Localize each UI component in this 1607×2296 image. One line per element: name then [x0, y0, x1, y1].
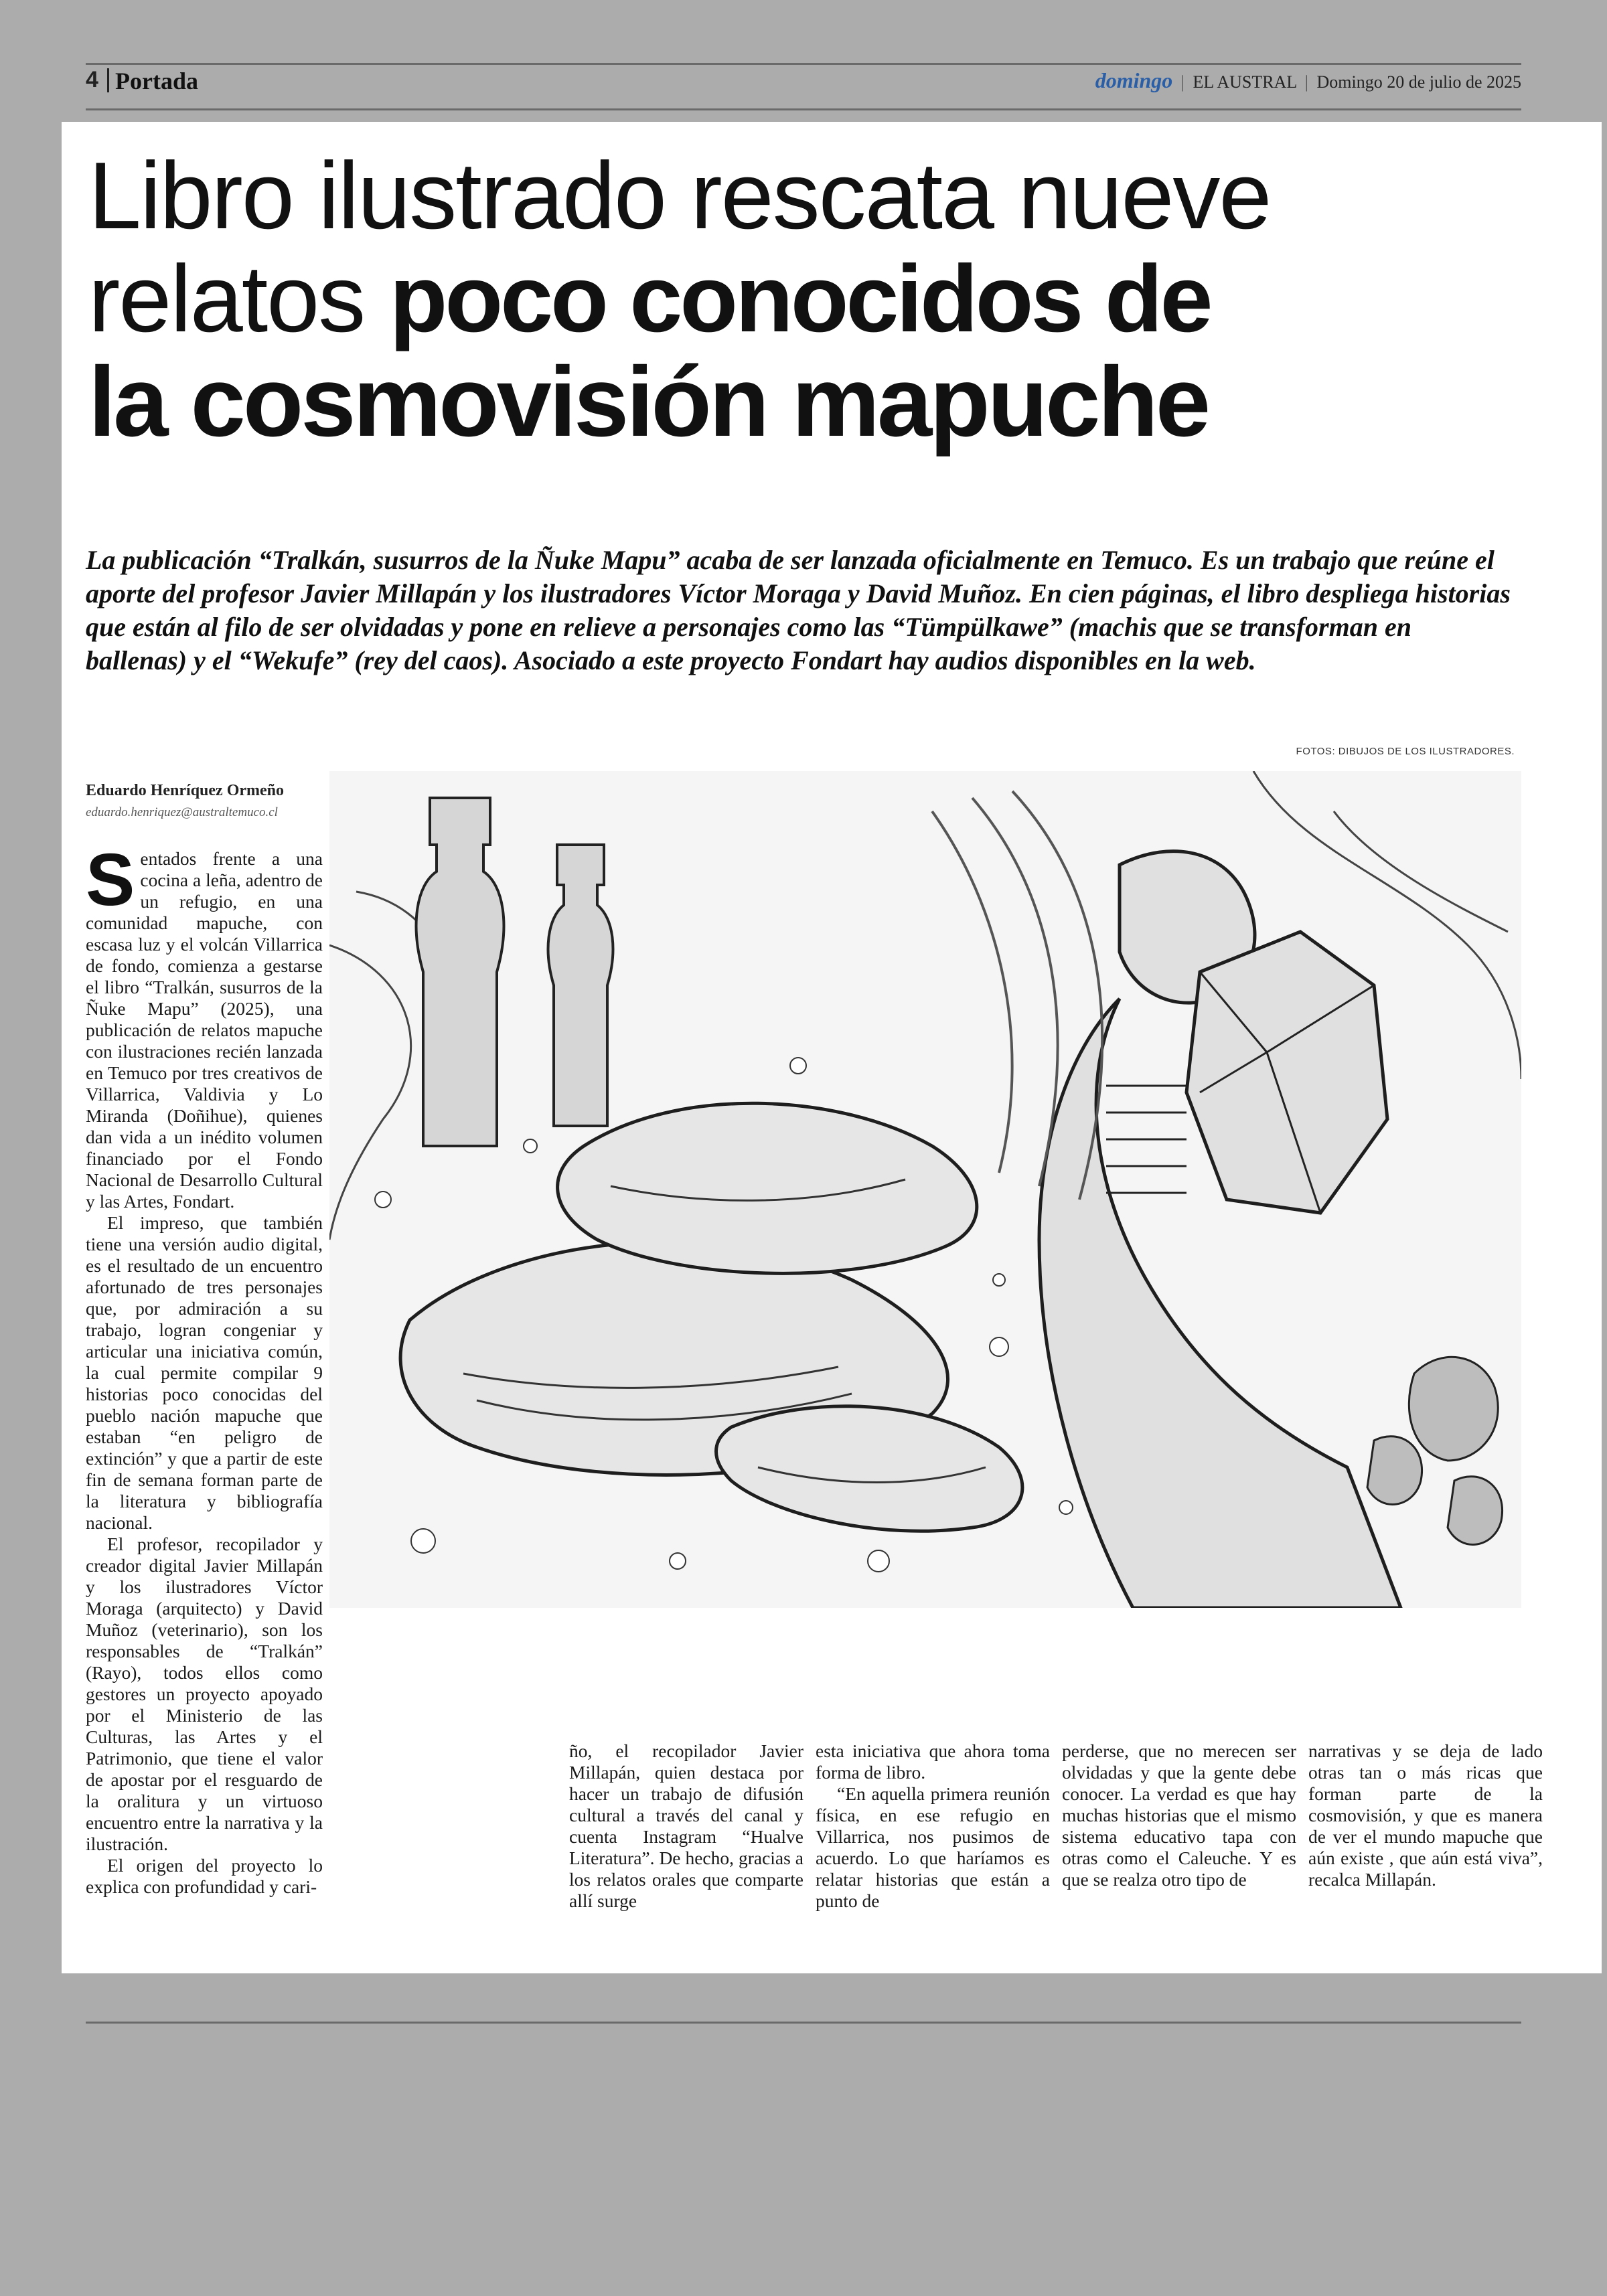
article-paragraph: narrativas y se deja de lado otras tan o más ricas que forman parte de la cosmovisión, y que es manera de ver el mundo mapuche que aún existe , que aún está viva”, recalca Millapán.: [1308, 1740, 1543, 1890]
headline: [88, 143, 1575, 457]
article-page: [62, 122, 1602, 1973]
section-title: Portada: [115, 68, 198, 94]
paragraph-text: entados frente a una cocina a leña, adentro de un refugio, en una comunidad mapuche, con escasa luz y el volcán Villarrica de fondo, comienza a gestarse el libro “Tralkán, susurros de la Ñuke Mapu” (2025), una publicación de relatos mapuche con ilustraciones recién lanzada en Temuco por tres creativos de Villarrica, Valdivia y Lo Miranda (Doñihue), quienes dan vida a un inédito volumen financiado por el Fondo Nacional de Desarrollo Cultural y las Artes, Fondart.: [86, 848, 323, 1212]
page-number: 4: [86, 67, 98, 92]
article-illustration: [329, 771, 1521, 1608]
author-email: eduardo.henriquez@australtemuco.cl: [86, 805, 278, 819]
masthead-bottom-rule: [86, 108, 1521, 110]
article-paragraph: [86, 839, 323, 1212]
article-paragraph: “En aquella primera reunión física, en ese refugio en Villarrica, nos pusimos de acuerdo. Lo que haríamos es relatar historias que están a punto de: [816, 1783, 1050, 1911]
photo-credit: FOTOS: DIBUJOS DE LOS ILUSTRADORES.: [1296, 746, 1515, 757]
article-column-1: [86, 839, 323, 1898]
newspaper-name: EL AUSTRAL: [1193, 72, 1297, 92]
supplement-brand: domingo: [1095, 68, 1173, 92]
article-paragraph: perderse, que no merecen ser olvidadas y que la gente debe conocer. La verdad es que hay muchas historias que el mismo sistema educativo tapa con otras como el Caleuche. Y es que se realza otro tipo de: [1062, 1740, 1296, 1890]
article-column-4: [1062, 1740, 1296, 1890]
article-column-3: [816, 1740, 1050, 1912]
page-number-separator: [107, 68, 109, 92]
article-paragraph: El impreso, que también tiene una versión audio digital, es el resultado de un encuentro afortunado de tres personajes que, por admiración a su trabajo, logran congeniar y articular una iniciativa común, la cual permite compilar 9 historias poco conocidas del pueblo nación mapuche que estaban “en peligro de extinción” y que a partir de este fin de semana forman parte de la literatura y bibliografía nacional.: [86, 1212, 323, 1533]
masthead-separator: |: [1304, 72, 1309, 92]
headline-line-1: Libro ilustrado rescata nueve: [88, 143, 1271, 249]
masthead-separator: |: [1180, 72, 1184, 92]
headline-line-2: [88, 248, 1575, 351]
masthead: [86, 64, 1521, 111]
article-paragraph: El profesor, recopilador y creador digital Javier Millapán y los ilustradores Víctor Moraga (arquitecto) y David Muñoz (veterinario), son los responsables de “Tralkán” (Rayo), todos ellos como gestores un proyecto apoyado por el Ministerio de las Culturas, las Artes y el Patrimonio, que tiene el valor de apostar por el resguardo de la oralitura y un virtuoso encuentro entre la narrativa y la ilustración.: [86, 1534, 323, 1854]
article-column-5: [1308, 1740, 1543, 1890]
lead-paragraph: La publicación “Tralkán, susurros de la Ñuke Mapu” acaba de ser lanzada oficialmente en Temuco. Es un trabajo que reúne el aporte del profesor Javier Millapán y los ilustradores Víctor Moraga y David Muñoz. En cien páginas, el libro despliega historias que están al filo de ser olvidadas y pone en relieve a personajes como las “Tümpülkawe” (machis que se transforman en ballenas) y el “Wekufe” (rey del caos). Asociado a este proyecto Fondart hay audios disponibles en la web.: [86, 545, 1511, 675]
article-paragraph: ño, el recopilador Javier Millapán, quien destaca por hacer un trabajo de difusión cultural a través del canal y cuenta Instagram “Hualve Literatura”. De hecho, gracias a los relatos orales que comparte allí surge: [569, 1740, 804, 1911]
issue-date: Domingo 20 de julio de 2025: [1316, 72, 1521, 92]
article-paragraph: esta iniciativa que ahora toma forma de libro.: [816, 1740, 1050, 1783]
article-paragraph: El origen del proyecto lo explica con profundidad y cari-: [86, 1855, 323, 1897]
ink-drawing-illustration: [329, 771, 1521, 1608]
author-name: Eduardo Henríquez Ormeño: [86, 782, 285, 799]
byline: [86, 782, 327, 820]
headline-line-2-light: relatos: [88, 246, 390, 352]
drop-cap: S: [86, 839, 135, 921]
headline-line-2-bold: poco conocidos de: [389, 246, 1211, 352]
footer-rule: [86, 2022, 1521, 2024]
masthead-info: [1095, 68, 1521, 93]
headline-line-3: la cosmovisión mapuche: [88, 347, 1209, 457]
article-column-2: [569, 1740, 804, 1912]
